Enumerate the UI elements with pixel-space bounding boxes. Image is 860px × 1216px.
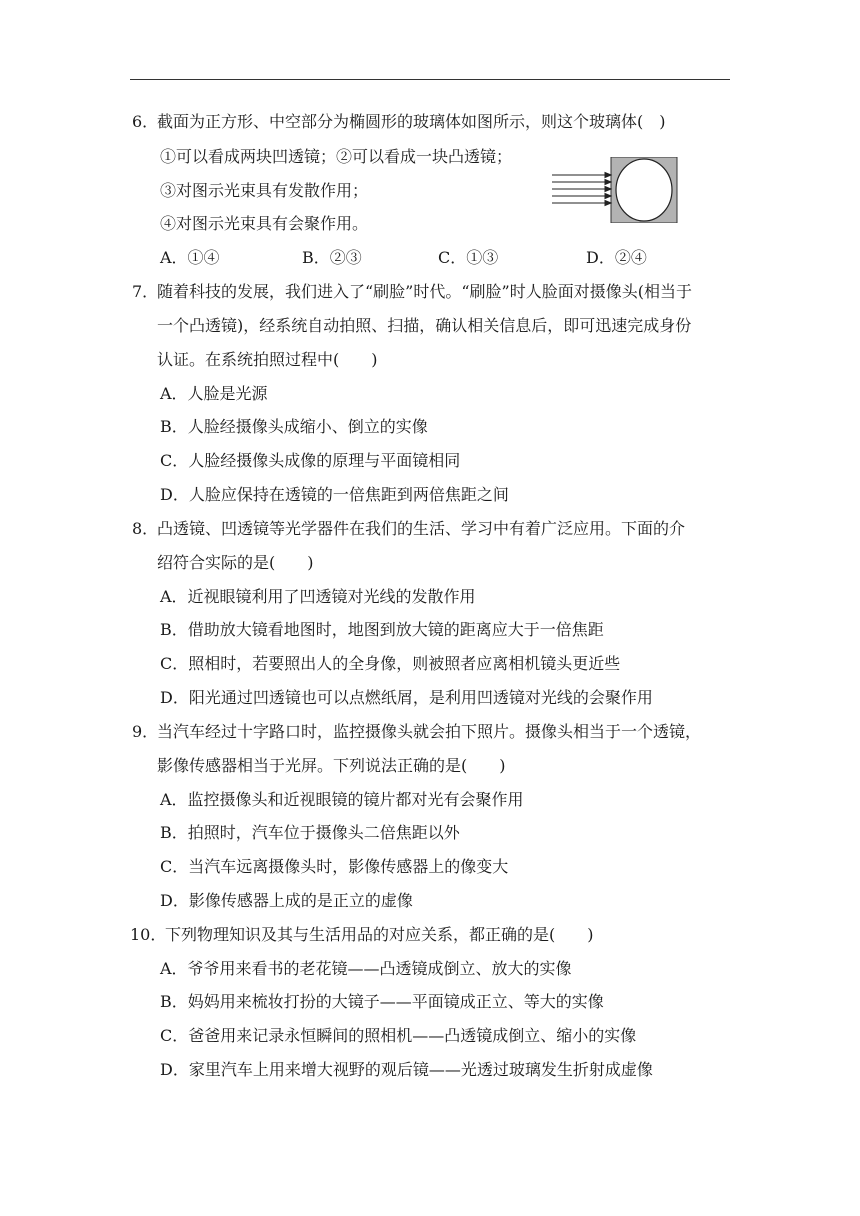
question-stem-line: 截面为正方形、中空部分为椭圆形的玻璃体如图所示，则这个玻璃体( ) [157, 112, 666, 131]
question-number: 7． [132, 282, 159, 301]
option-a[interactable]: A．近视眼镜利用了凹透镜对光线的发散作用 [160, 587, 476, 606]
option-d[interactable]: D．家里汽车上用来增大视野的观后镜——光透过玻璃发生折射成虚像 [160, 1060, 653, 1079]
option-d[interactable]: D．人脸应保持在透镜的一倍焦距到两倍焦距之间 [160, 485, 509, 504]
option-a[interactable]: A．①④ [160, 248, 220, 267]
glass-block-figure [552, 157, 686, 223]
question-number: 8． [132, 519, 159, 538]
question-number: 9． [132, 722, 159, 741]
question-stem-line: 影像传感器相当于光屏。下列说法正确的是( ) [157, 756, 506, 775]
question-stem-line: 下列物理知识及其与生活用品的对应关系，都正确的是( ) [165, 925, 594, 944]
option-b[interactable]: B．借助放大镜看地图时，地图到放大镜的距离应大于一倍焦距 [160, 620, 604, 639]
question-stem-line: ③对图示光束具有发散作用； [160, 181, 369, 200]
option-c[interactable]: C．当汽车远离摄像头时，影像传感器上的像变大 [160, 857, 509, 876]
option-c[interactable]: C．人脸经摄像头成像的原理与平面镜相同 [160, 451, 461, 470]
option-d[interactable]: D．影像传感器上成的是正立的虚像 [160, 891, 413, 910]
option-b[interactable]: B．妈妈用来梳妆打扮的大镜子——平面镜成正立、等大的实像 [160, 992, 604, 1011]
light-rays [552, 173, 611, 206]
option-b[interactable]: B．人脸经摄像头成缩小、倒立的实像 [160, 417, 428, 436]
option-d[interactable]: D．②④ [586, 248, 647, 267]
question-stem-line: 随着科技的发展，我们进入了“刷脸”时代。“刷脸”时人脸面对摄像头(相当于 [157, 282, 692, 301]
option-c[interactable]: C．爸爸用来记录永恒瞬间的照相机——凸透镜成倒立、缩小的实像 [160, 1026, 637, 1045]
header-rule [130, 79, 730, 80]
option-c[interactable]: C．照相时，若要照出人的全身像，则被照者应离相机镜头更近些 [160, 654, 621, 673]
question-stem-line: 当汽车经过十字路口时，监控摄像头就会拍下照片。摄像头相当于一个透镜， [157, 722, 702, 741]
hollow-ellipse [616, 159, 672, 221]
option-a[interactable]: A．监控摄像头和近视眼镜的镜片都对光有会聚作用 [160, 790, 524, 809]
question-stem-line: 认证。在系统拍照过程中( ) [157, 350, 378, 369]
question-stem-line: 一个凸透镜)，经系统自动拍照、扫描，确认相关信息后，即可迅速完成身份 [157, 316, 692, 335]
question-stem-line: ④对图示光束具有会聚作用。 [160, 214, 369, 233]
option-c[interactable]: C．①③ [438, 248, 499, 267]
option-a[interactable]: A．人脸是光源 [160, 384, 268, 403]
option-b[interactable]: B．拍照时，汽车位于摄像头二倍焦距以外 [160, 823, 460, 842]
question-stem-line: 绍符合实际的是( ) [157, 553, 314, 572]
option-a[interactable]: A．爷爷用来看书的老花镜——凸透镜成倒立、放大的实像 [160, 959, 572, 978]
option-d[interactable]: D．阳光通过凹透镜也可以点燃纸屑，是利用凹透镜对光线的会聚作用 [160, 688, 653, 707]
question-number: 10． [130, 925, 167, 944]
question-stem-line: 凸透镜、凹透镜等光学器件在我们的生活、学习中有着广泛应用。下面的介 [157, 519, 686, 538]
question-stem-line: ①可以看成两块凹透镜；②可以看成一块凸透镜； [160, 147, 513, 166]
option-b[interactable]: B．②③ [302, 248, 362, 267]
question-number: 6． [132, 112, 159, 131]
